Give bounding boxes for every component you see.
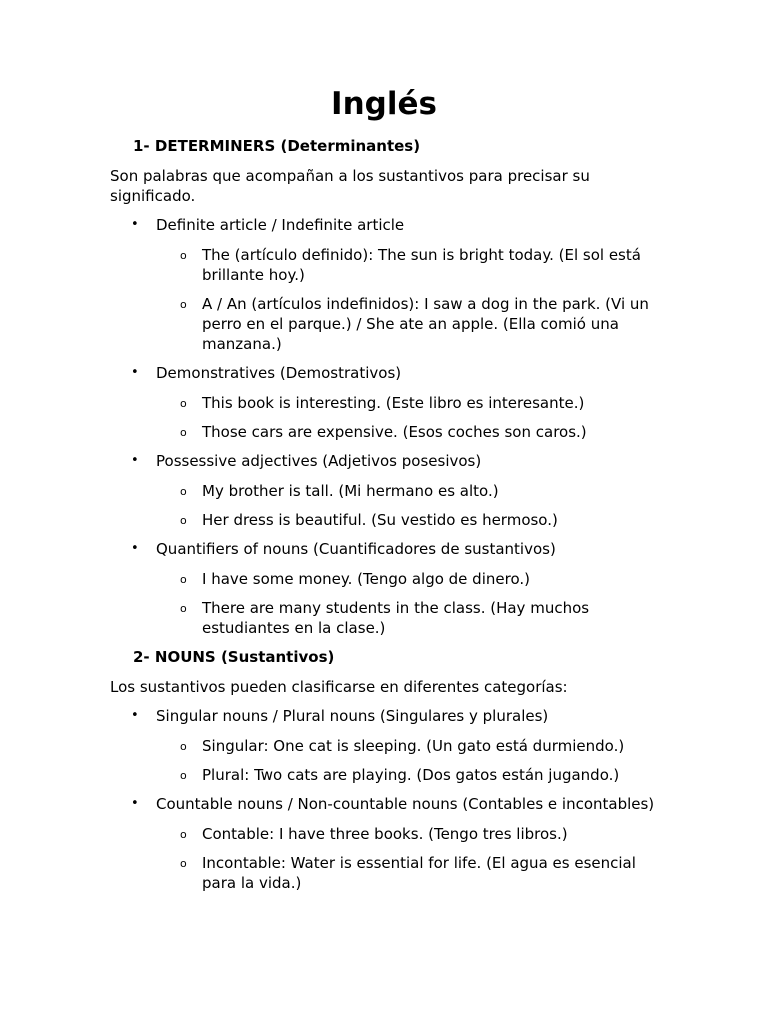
bullet-icon: •: [131, 796, 139, 811]
sub-list-item: [156, 422, 670, 442]
example-text: This book is interesting. (Este libro es interesante.): [202, 394, 585, 412]
list-item-label: Quantifiers of nouns (Cuantificadores de sustantivos): [156, 540, 556, 558]
sub-list: [156, 481, 670, 530]
sub-list-item: [156, 393, 670, 413]
circle-bullet-icon: o: [180, 426, 187, 439]
list-item: [110, 794, 670, 893]
sub-list-item: [156, 853, 670, 893]
example-text: The (artículo definido): The sun is bright today. (El sol está brillante hoy.): [202, 246, 641, 284]
sub-list-item: [156, 569, 670, 589]
sub-list: [156, 569, 670, 638]
sub-list-item: [156, 294, 670, 354]
circle-bullet-icon: o: [180, 298, 187, 311]
list-item: [110, 451, 670, 530]
example-text: I have some money. (Tengo algo de dinero.): [202, 570, 530, 588]
bullet-icon: •: [131, 217, 139, 232]
sub-list-item: [156, 510, 670, 530]
example-text: Incontable: Water is essential for life. (El agua es esencial para la vida.): [202, 854, 636, 892]
circle-bullet-icon: o: [180, 514, 187, 527]
list-item-label: Demonstratives (Demostrativos): [156, 364, 402, 382]
circle-bullet-icon: o: [180, 602, 187, 615]
circle-bullet-icon: o: [180, 769, 187, 782]
example-text: Contable: I have three books. (Tengo tres libros.): [202, 825, 568, 843]
circle-bullet-icon: o: [180, 249, 187, 262]
example-text: Singular: One cat is sleeping. (Un gato está durmiendo.): [202, 737, 625, 755]
sub-list-item: [156, 598, 670, 638]
list-item: [110, 539, 670, 638]
list-item: [110, 363, 670, 442]
bullet-icon: •: [131, 541, 139, 556]
list-item-label: Countable nouns / Non-countable nouns (Contables e incontables): [156, 795, 655, 813]
sub-list-item: [156, 765, 670, 785]
example-text: A / An (artículos indefinidos): I saw a dog in the park. (Vi un perro en el parque.) / She ate an apple. (Ella comió una manzana.): [202, 295, 649, 353]
section-intro: Los sustantivos pueden clasificarse en diferentes categorías:: [110, 678, 568, 696]
list-item-label: Definite article / Indefinite article: [156, 216, 405, 234]
example-text: Those cars are expensive. (Esos coches son caros.): [202, 423, 587, 441]
sub-list-item: [156, 736, 670, 756]
list-item: [110, 215, 670, 354]
list-item-label: Singular nouns / Plural nouns (Singulares y plurales): [156, 707, 549, 725]
page-title: Inglés: [331, 86, 437, 122]
section-heading: 2- NOUNS (Sustantivos): [133, 648, 335, 666]
sub-list: [156, 736, 670, 785]
example-text: There are many students in the class. (Hay muchos estudiantes en la clase.): [202, 599, 590, 637]
list-item: [110, 706, 670, 785]
sub-list: [156, 393, 670, 442]
example-text: Plural: Two cats are playing. (Dos gatos están jugando.): [202, 766, 620, 784]
bullet-list: [110, 706, 670, 893]
bullet-icon: •: [131, 365, 139, 380]
circle-bullet-icon: o: [180, 828, 187, 841]
circle-bullet-icon: o: [180, 397, 187, 410]
sub-list: [156, 824, 670, 893]
list-item-label: Possessive adjectives (Adjetivos posesivos): [156, 452, 482, 470]
sub-list-item: [156, 245, 670, 285]
section-heading: 1- DETERMINERS (Determinantes): [133, 137, 421, 155]
sub-list-item: [156, 481, 670, 501]
circle-bullet-icon: o: [180, 740, 187, 753]
bullet-icon: •: [131, 453, 139, 468]
bullet-list: [110, 215, 670, 638]
circle-bullet-icon: o: [180, 857, 187, 870]
circle-bullet-icon: o: [180, 485, 187, 498]
bullet-icon: •: [131, 708, 139, 723]
section-intro: Son palabras que acompañan a los sustantivos para precisar su significado.: [110, 167, 590, 205]
sub-list-item: [156, 824, 670, 844]
sub-list: [156, 245, 670, 354]
example-text: My brother is tall. (Mi hermano es alto.): [202, 482, 499, 500]
circle-bullet-icon: o: [180, 573, 187, 586]
document-content: [110, 136, 670, 902]
example-text: Her dress is beautiful. (Su vestido es hermoso.): [202, 511, 558, 529]
